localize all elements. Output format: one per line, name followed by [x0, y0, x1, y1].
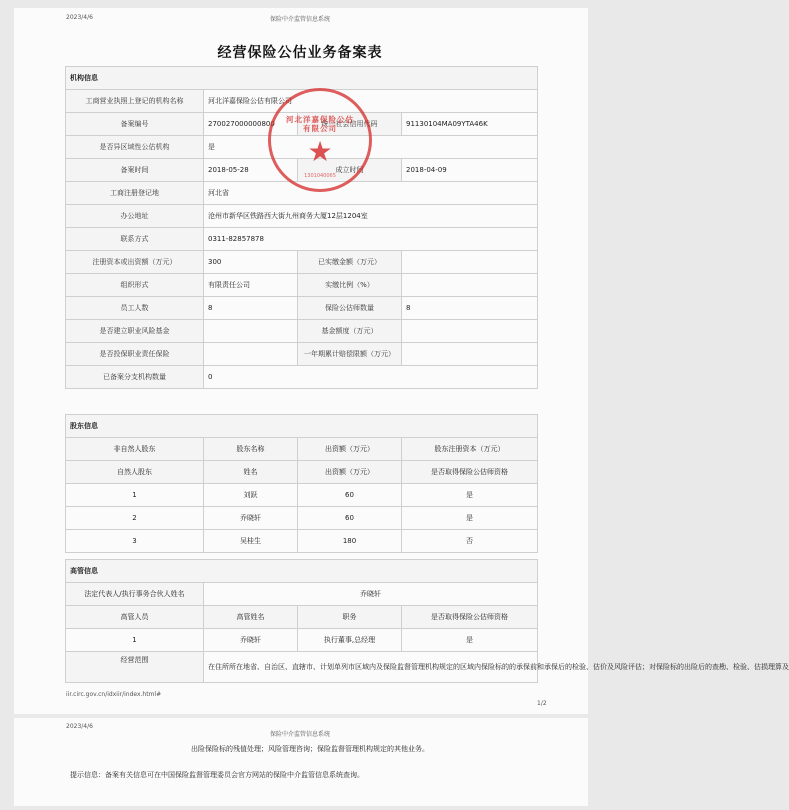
- footnote: 提示信息：备案有关信息可在中国保险监督管理委员会官方网站的保险中介监管信息系统查询。: [70, 771, 364, 779]
- executive-header: 高管人员: [66, 606, 204, 629]
- table-row: [66, 484, 538, 507]
- contact-label: 联系方式: [66, 228, 204, 251]
- org-form-label: 组织形式: [66, 274, 204, 297]
- person-contribution-header: 出资额（万元）: [298, 461, 402, 484]
- shareholder-name: 刘跃: [204, 484, 298, 507]
- compensation-limit-value: [402, 343, 538, 366]
- registration-place-value: 河北省: [204, 182, 538, 205]
- regional-value: 是: [204, 136, 538, 159]
- contact-value: 0311-82857878: [204, 228, 538, 251]
- credit-code-label: 统一社会信用代码: [298, 113, 402, 136]
- shareholder-name: 乔晓轩: [204, 507, 298, 530]
- regional-label: 是否异区域性公估机构: [66, 136, 204, 159]
- print-date: 2023/4/6: [66, 14, 93, 21]
- contribution-header: 出资额（万元）: [298, 438, 402, 461]
- filing-date-label: 备案时间: [66, 159, 204, 182]
- business-scope-continued: 出险保险标的残值处理；风险管理咨询；保险监督管理机构规定的其他业务。: [191, 745, 429, 753]
- business-scope-value: 在住所所在地省、自治区、直辖市、计划单列市区域内及保险监督管理机构规定的区域内保险标的的承保前和承保后的检验、估价及风险评估；对保险标的出险后的查勘、检验、估损理算及: [204, 652, 538, 683]
- shareholder-amount: 180: [298, 530, 402, 553]
- executive-table: [65, 559, 789, 683]
- page-number: 1/2: [537, 700, 547, 707]
- liability-insurance-label: 是否投保职业责任保险: [66, 343, 204, 366]
- seal-text: 河北洋嘉保险公估有限公司: [286, 115, 354, 133]
- non-natural-shareholder-header: 非自然人股东: [66, 438, 204, 461]
- credit-code-value: 91130104MA09YTA46K: [402, 113, 538, 136]
- fund-amount-value: [402, 320, 538, 343]
- filing-number-label: 备案编号: [66, 113, 204, 136]
- table-row: [66, 530, 538, 553]
- system-name: 保险中介监管信息系统: [269, 16, 330, 23]
- shareholder-amount: 60: [298, 507, 402, 530]
- office-address-value: 沧州市新华区铁路西大街九州商务大厦12层1204室: [204, 205, 538, 228]
- shareholder-section-title: 股东信息: [66, 415, 538, 438]
- row-number: 2: [66, 507, 204, 530]
- paid-amount-label: 已实缴金额（万元）: [298, 251, 402, 274]
- org-section-title: 机构信息: [66, 67, 538, 90]
- shareholder-name: 吴桂生: [204, 530, 298, 553]
- page-title: 经营保险公估业务备案表: [217, 45, 383, 61]
- executive-qualified: 是: [402, 629, 538, 652]
- executive-title: 执行董事,总经理: [298, 629, 402, 652]
- founded-date-label: 成立时间: [298, 159, 402, 182]
- shareholder-qualified: 是: [402, 484, 538, 507]
- org-name-label: 工商营业执照上登记的机构名称: [66, 90, 204, 113]
- row-number: 3: [66, 530, 204, 553]
- executive-name-header: 高管姓名: [204, 606, 298, 629]
- risk-fund-label: 是否建立职业风险基金: [66, 320, 204, 343]
- shareholder-amount: 60: [298, 484, 402, 507]
- seal-number: 1301040065: [304, 173, 336, 179]
- org-name-value: 河北洋嘉保险公估有限公司: [204, 90, 538, 113]
- executive-name: 乔晓轩: [204, 629, 298, 652]
- risk-fund-value: [204, 320, 298, 343]
- appraiser-count-value: 8: [402, 297, 538, 320]
- staff-count-value: 8: [204, 297, 298, 320]
- shareholder-name-header: 股东名称: [204, 438, 298, 461]
- company-seal: [268, 88, 372, 192]
- paid-ratio-label: 实缴比例（%）: [298, 274, 402, 297]
- legal-rep-value: 乔晓轩: [204, 583, 538, 606]
- compensation-limit-label: 一年期累计赔偿限额（万元）: [298, 343, 402, 366]
- branch-count-label: 已备案分支机构数量: [66, 366, 204, 389]
- paid-ratio-value: [402, 274, 538, 297]
- row-number: 1: [66, 484, 204, 507]
- liability-insurance-value: [204, 343, 298, 366]
- shareholder-table: [65, 414, 538, 553]
- qualification-header: 是否取得保险公估师资格: [402, 461, 538, 484]
- shareholder-qualified: 否: [402, 530, 538, 553]
- capital-value: 300: [204, 251, 298, 274]
- table-row: [66, 629, 538, 652]
- branch-count-value: 0: [204, 366, 538, 389]
- star-icon: ★: [307, 135, 333, 168]
- capital-label: 注册资本或出资额（万元）: [66, 251, 204, 274]
- registration-place-label: 工商注册登记地: [66, 182, 204, 205]
- page-url: iir.circ.gov.cn/idxiir/index.html#: [66, 691, 162, 698]
- executive-qualification-header: 是否取得保险公估师资格: [402, 606, 538, 629]
- appraiser-count-label: 保险公估师数量: [298, 297, 402, 320]
- table-row: [66, 507, 538, 530]
- filing-date-value: 2018-05-28: [204, 159, 298, 182]
- org-form-value: 有限责任公司: [204, 274, 298, 297]
- office-address-label: 办公地址: [66, 205, 204, 228]
- legal-rep-label: 法定代表人/执行事务合伙人姓名: [66, 583, 204, 606]
- executive-section-title: 高管信息: [66, 560, 538, 583]
- fund-amount-label: 基金额度（万元）: [298, 320, 402, 343]
- natural-shareholder-header: 自然人股东: [66, 461, 204, 484]
- print-date-page-2: 2023/4/6: [66, 723, 93, 730]
- founded-date-value: 2018-04-09: [402, 159, 538, 182]
- row-number: 1: [66, 629, 204, 652]
- shareholder-capital-header: 股东注册资本（万元）: [402, 438, 538, 461]
- paid-amount-value: [402, 251, 538, 274]
- staff-count-label: 员工人数: [66, 297, 204, 320]
- shareholder-qualified: 是: [402, 507, 538, 530]
- system-name-page-2: 保险中介监管信息系统: [269, 731, 330, 738]
- person-name-header: 姓名: [204, 461, 298, 484]
- executive-title-header: 职务: [298, 606, 402, 629]
- business-scope-label: 经营范围: [66, 652, 204, 683]
- filing-number-value: 270027000000800: [204, 113, 298, 136]
